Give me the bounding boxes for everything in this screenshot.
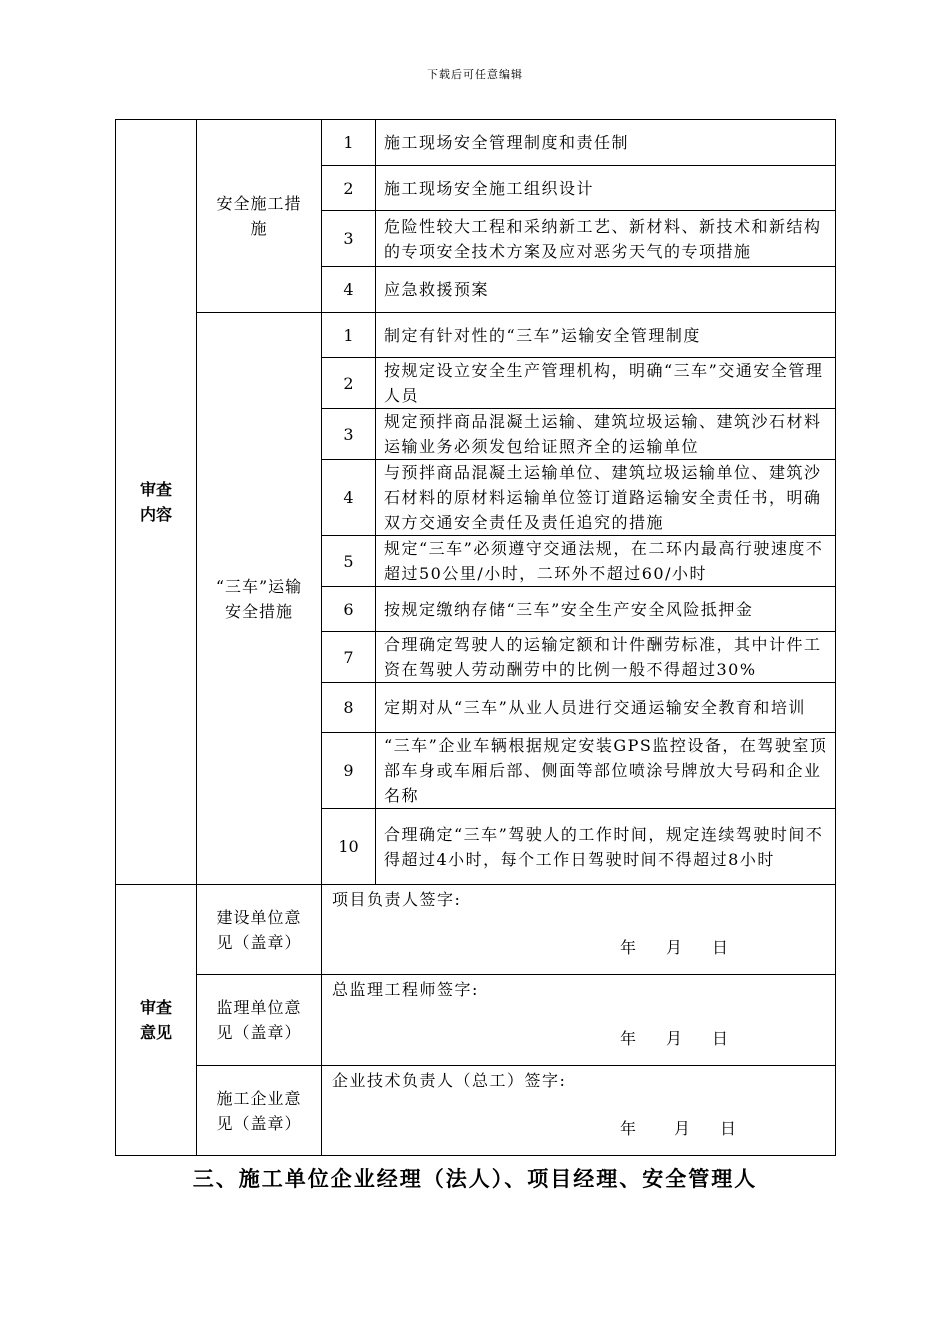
item-number: 3 xyxy=(322,211,376,267)
item-text: “三车”企业车辆根据规定安装GPS监控设备，在驾驶室顶部车身或车厢后部、侧面等部位喷涂号牌放大号码和企业名称 xyxy=(376,733,836,809)
table-row xyxy=(116,120,836,166)
contractor-opinion-label: 施工企业意见（盖章） xyxy=(197,1066,322,1156)
table-row xyxy=(116,975,836,1066)
item-number: 1 xyxy=(322,120,376,166)
review-opinion-label: 审查意见 xyxy=(116,885,197,1156)
item-text: 合理确定驾驶人的运输定额和计件酬劳标准，其中计件工资在驾驶人劳动酬劳中的比例一般不得超过30% xyxy=(376,632,836,683)
section-heading: 三、施工单位企业经理（法人）、项目经理、安全管理人 xyxy=(192,1167,758,1191)
contractor-signature-field[interactable] xyxy=(322,1066,836,1156)
item-number: 8 xyxy=(322,683,376,733)
item-text: 施工现场安全施工组织设计 xyxy=(376,166,836,211)
item-number: 1 xyxy=(322,313,376,358)
construction-unit-signature-field[interactable] xyxy=(322,885,836,975)
review-table xyxy=(115,119,836,1156)
item-text: 与预拌商品混凝土运输单位、建筑垃圾运输单位、建筑沙石材料的原材料运输单位签订道路运输安全责任书，明确双方交通安全责任及责任追究的措施 xyxy=(376,460,836,536)
item-text: 按规定缴纳存储“三车”安全生产安全风险抵押金 xyxy=(376,587,836,632)
date-line: 年 月 日 xyxy=(620,938,729,957)
signature-label: 总监理工程师签字: xyxy=(332,980,479,999)
item-text: 应急救援预案 xyxy=(376,267,836,313)
construction-unit-opinion-label: 建设单位意见（盖章） xyxy=(197,885,322,975)
item-number: 9 xyxy=(322,733,376,809)
date-line: 年 月 日 xyxy=(620,1029,729,1048)
review-content-label: 审查内容 xyxy=(116,120,197,885)
table-row xyxy=(116,885,836,975)
item-number: 2 xyxy=(322,358,376,409)
three-vehicles-label: “三车”运输安全措施 xyxy=(197,313,322,885)
item-number: 10 xyxy=(322,809,376,885)
item-number: 7 xyxy=(322,632,376,683)
item-text: 危险性较大工程和采纳新工艺、新材料、新技术和新结构的专项安全技术方案及应对恶劣天气的专项措施 xyxy=(376,211,836,267)
signature-label: 项目负责人签字: xyxy=(332,890,462,909)
safety-measures-label: 安全施工措施 xyxy=(197,120,322,313)
item-text: 合理确定“三车”驾驶人的工作时间，规定连续驾驶时间不得超过4小时，每个工作日驾驶时间不得超过8小时 xyxy=(376,809,836,885)
item-text: 制定有针对性的“三车”运输安全管理制度 xyxy=(376,313,836,358)
item-number: 6 xyxy=(322,587,376,632)
item-number: 5 xyxy=(322,536,376,587)
item-text: 规定“三车”必须遵守交通法规，在二环内最高行驶速度不超过50公里/小时，二环外不超过60/小时 xyxy=(376,536,836,587)
signature-label: 企业技术负责人（总工）签字: xyxy=(332,1071,567,1090)
table-row xyxy=(116,313,836,358)
item-text: 规定预拌商品混凝土运输、建筑垃圾运输、建筑沙石材料运输业务必须发包给证照齐全的运输单位 xyxy=(376,409,836,460)
item-text: 施工现场安全管理制度和责任制 xyxy=(376,120,836,166)
item-number: 4 xyxy=(322,267,376,313)
item-number: 4 xyxy=(322,460,376,536)
item-text: 定期对从“三车”从业人员进行交通运输安全教育和培训 xyxy=(376,683,836,733)
supervision-unit-signature-field[interactable] xyxy=(322,975,836,1066)
item-text: 按规定设立安全生产管理机构，明确“三车”交通安全管理人员 xyxy=(376,358,836,409)
item-number: 3 xyxy=(322,409,376,460)
item-number: 2 xyxy=(322,166,376,211)
date-line: 年 月 日 xyxy=(620,1119,737,1138)
table-row xyxy=(116,1066,836,1156)
supervision-unit-opinion-label: 监理单位意见（盖章） xyxy=(197,975,322,1066)
page-header-note: 下载后可任意编辑 xyxy=(427,68,523,81)
